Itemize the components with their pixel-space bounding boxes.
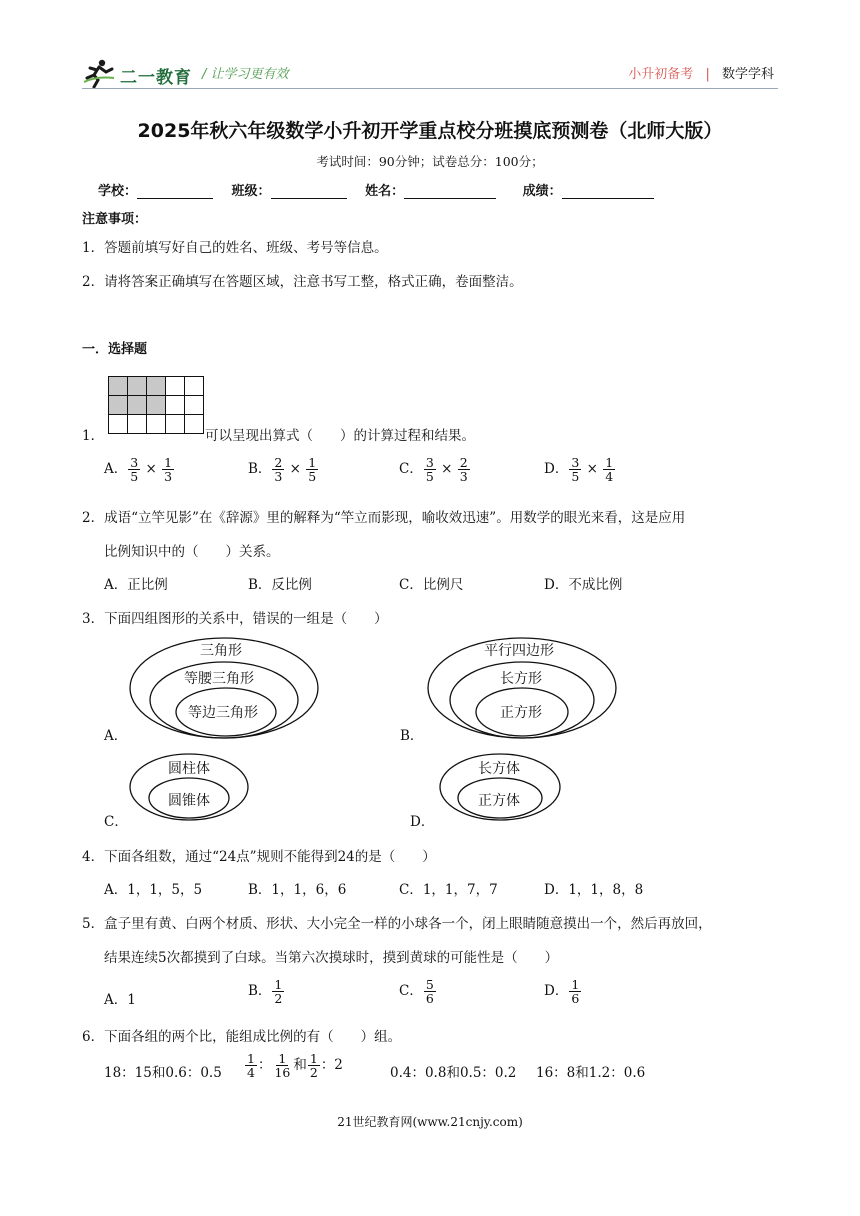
info-fields — [98, 180, 654, 199]
q2-line-2: 比例知识中的（ ）关系。 — [104, 544, 280, 560]
venn-d-inner: 正方体 — [478, 793, 520, 809]
school-label: 学校： — [98, 184, 138, 199]
grid-cell-shaded — [128, 377, 147, 396]
grid-cell-shaded — [128, 396, 147, 415]
q5-option-c[interactable]: C． $\frac{5}{6}$ — [399, 977, 434, 1006]
school-blank[interactable] — [137, 184, 213, 199]
q2-option-d[interactable]: D．不成比例 — [544, 577, 623, 593]
q4-option-b[interactable]: B．1，1，6，6 — [248, 882, 347, 898]
q5-option-a[interactable]: A．1 — [104, 992, 136, 1008]
page-title: 2025年秋六年级数学小升初开学重点校分班摸底预测卷（北师大版） — [137, 120, 723, 142]
q4-option-d[interactable]: D．1，1，8，8 — [544, 882, 644, 898]
notice-heading: 注意事项： — [82, 212, 148, 227]
venn-b-middle: 长方形 — [500, 671, 542, 687]
q5-option-b[interactable]: B． $\frac{1}{2}$ — [248, 977, 283, 1006]
q3-venn-d[interactable] — [438, 752, 562, 822]
q5-option-d[interactable]: D． $\frac{1}{6}$ — [544, 977, 580, 1006]
q2-line-1: 2．成语“立竿见影”在《辞源》里的解释为“竿立而影现，喻收效迅速”。用数学的眼光来看，这是应用 — [82, 510, 686, 526]
grid-cell — [109, 415, 128, 434]
grid-cell — [128, 415, 147, 434]
q3-label-d: D． — [410, 814, 435, 830]
venn-d-outer: 长方体 — [478, 761, 520, 777]
header-rule — [82, 88, 778, 89]
q3-venn-c[interactable] — [128, 752, 250, 822]
q6-group-1: 18：15和0.6：0.5 — [104, 1065, 222, 1081]
q4-option-c[interactable]: C．1，1，7，7 — [399, 882, 498, 898]
grid-cell — [166, 377, 185, 396]
q1-grid-figure — [108, 376, 204, 434]
score-blank[interactable] — [562, 184, 654, 199]
venn-a-middle: 等腰三角形 — [184, 671, 254, 687]
name-label: 姓名： — [365, 184, 405, 199]
tag-left: 小升初备考 — [628, 67, 694, 82]
slogan: / 让学习更有效 — [202, 67, 289, 82]
grid-cell — [185, 377, 204, 396]
q2-option-b[interactable]: B．反比例 — [248, 577, 312, 593]
header-tags — [628, 63, 774, 82]
q3-venn-b[interactable] — [426, 636, 618, 740]
venn-a-inner: 等边三角形 — [188, 705, 258, 721]
grid-cell-shaded — [109, 396, 128, 415]
exam-info: 考试时间：90分钟；试卷总分：100分； — [316, 154, 544, 169]
venn-a-outer: 三角形 — [200, 643, 242, 659]
tag-right: 数学学科 — [721, 67, 774, 82]
q2-option-a[interactable]: A．正比例 — [104, 577, 168, 593]
q1-option-d[interactable]: D． $\frac{3}{5}$ × $\frac{1}{4}$ — [544, 455, 614, 484]
class-label: 班级： — [231, 184, 271, 199]
q4-option-a[interactable]: A．1，1，5，5 — [104, 882, 203, 898]
q1-option-b[interactable]: B． $\frac{2}{3}$ × $\frac{1}{5}$ — [248, 455, 317, 484]
grid-cell — [166, 415, 185, 434]
q6-group-4: 16：8和1.2：0.6 — [536, 1065, 646, 1081]
q6-text: 6．下面各组的两个比，能组成比例的有（ ）组。 — [82, 1029, 402, 1045]
runner-logo-icon — [82, 58, 116, 88]
venn-b-outer: 平行四边形 — [484, 643, 554, 659]
grid-cell-shaded — [147, 377, 166, 396]
q3-text: 3．下面四组图形的关系中，错误的一组是（ ） — [82, 611, 388, 627]
grid-cell-shaded — [147, 396, 166, 415]
class-blank[interactable] — [271, 184, 347, 199]
tag-separator: | — [705, 67, 710, 82]
grid-cell — [185, 415, 204, 434]
grid-cell — [166, 396, 185, 415]
q1-option-a[interactable]: A． $\frac{3}{5}$ × $\frac{1}{3}$ — [104, 455, 173, 484]
grid-cell — [147, 415, 166, 434]
page-footer: 21世纪教育网(www.21cnjy.com) — [337, 1115, 523, 1129]
q5-line-2: 结果连续5次都摸到了白球。当第六次摸球时，摸到黄球的可能性是（ ） — [104, 950, 559, 966]
logo — [82, 58, 212, 88]
notice-item-2: 2．请将答案正确填写在答题区域，注意书写工整，格式正确，卷面整洁。 — [82, 274, 523, 290]
q1-number: 1． — [82, 428, 105, 444]
q2-option-c[interactable]: C．比例尺 — [399, 577, 464, 593]
q4-text: 4．下面各组数，通过“24点”规则不能得到24的是（ ） — [82, 849, 436, 865]
grid-cell — [185, 396, 204, 415]
q6-group-2: $\frac{1}{4}$ ： $\frac{1}{16}$ 和 $\frac{1}{2}$ ：2 — [247, 1051, 343, 1080]
logo-text: 二一教育 — [120, 68, 192, 88]
q3-label-c: C． — [104, 814, 128, 830]
q5-line-1: 5．盒子里有黄、白两个材质、形状、大小完全一样的小球各一个，闭上眼睛随意摸出一个，然后再放回， — [82, 916, 712, 932]
q3-label-a: A． — [104, 728, 128, 744]
q6-group-3: 0.4：0.8和0.5：0.2 — [390, 1065, 517, 1081]
q3-venn-a[interactable] — [128, 636, 320, 740]
venn-b-inner: 正方形 — [500, 705, 542, 721]
q3-label-b: B． — [400, 728, 424, 744]
q1-text: 可以呈现出算式（ ）的计算过程和结果。 — [205, 428, 475, 444]
q1-option-c[interactable]: C． $\frac{3}{5}$ × $\frac{2}{3}$ — [399, 455, 468, 484]
notice-item-1: 1．答题前填写好自己的姓名、班级、考号等信息。 — [82, 240, 388, 256]
grid-cell-shaded — [109, 377, 128, 396]
name-blank[interactable] — [404, 184, 496, 199]
section-heading: 一．选择题 — [82, 342, 148, 357]
venn-c-inner: 圆锥体 — [168, 793, 210, 809]
venn-c-outer: 圆柱体 — [168, 761, 210, 777]
score-label: 成绩： — [522, 184, 562, 199]
